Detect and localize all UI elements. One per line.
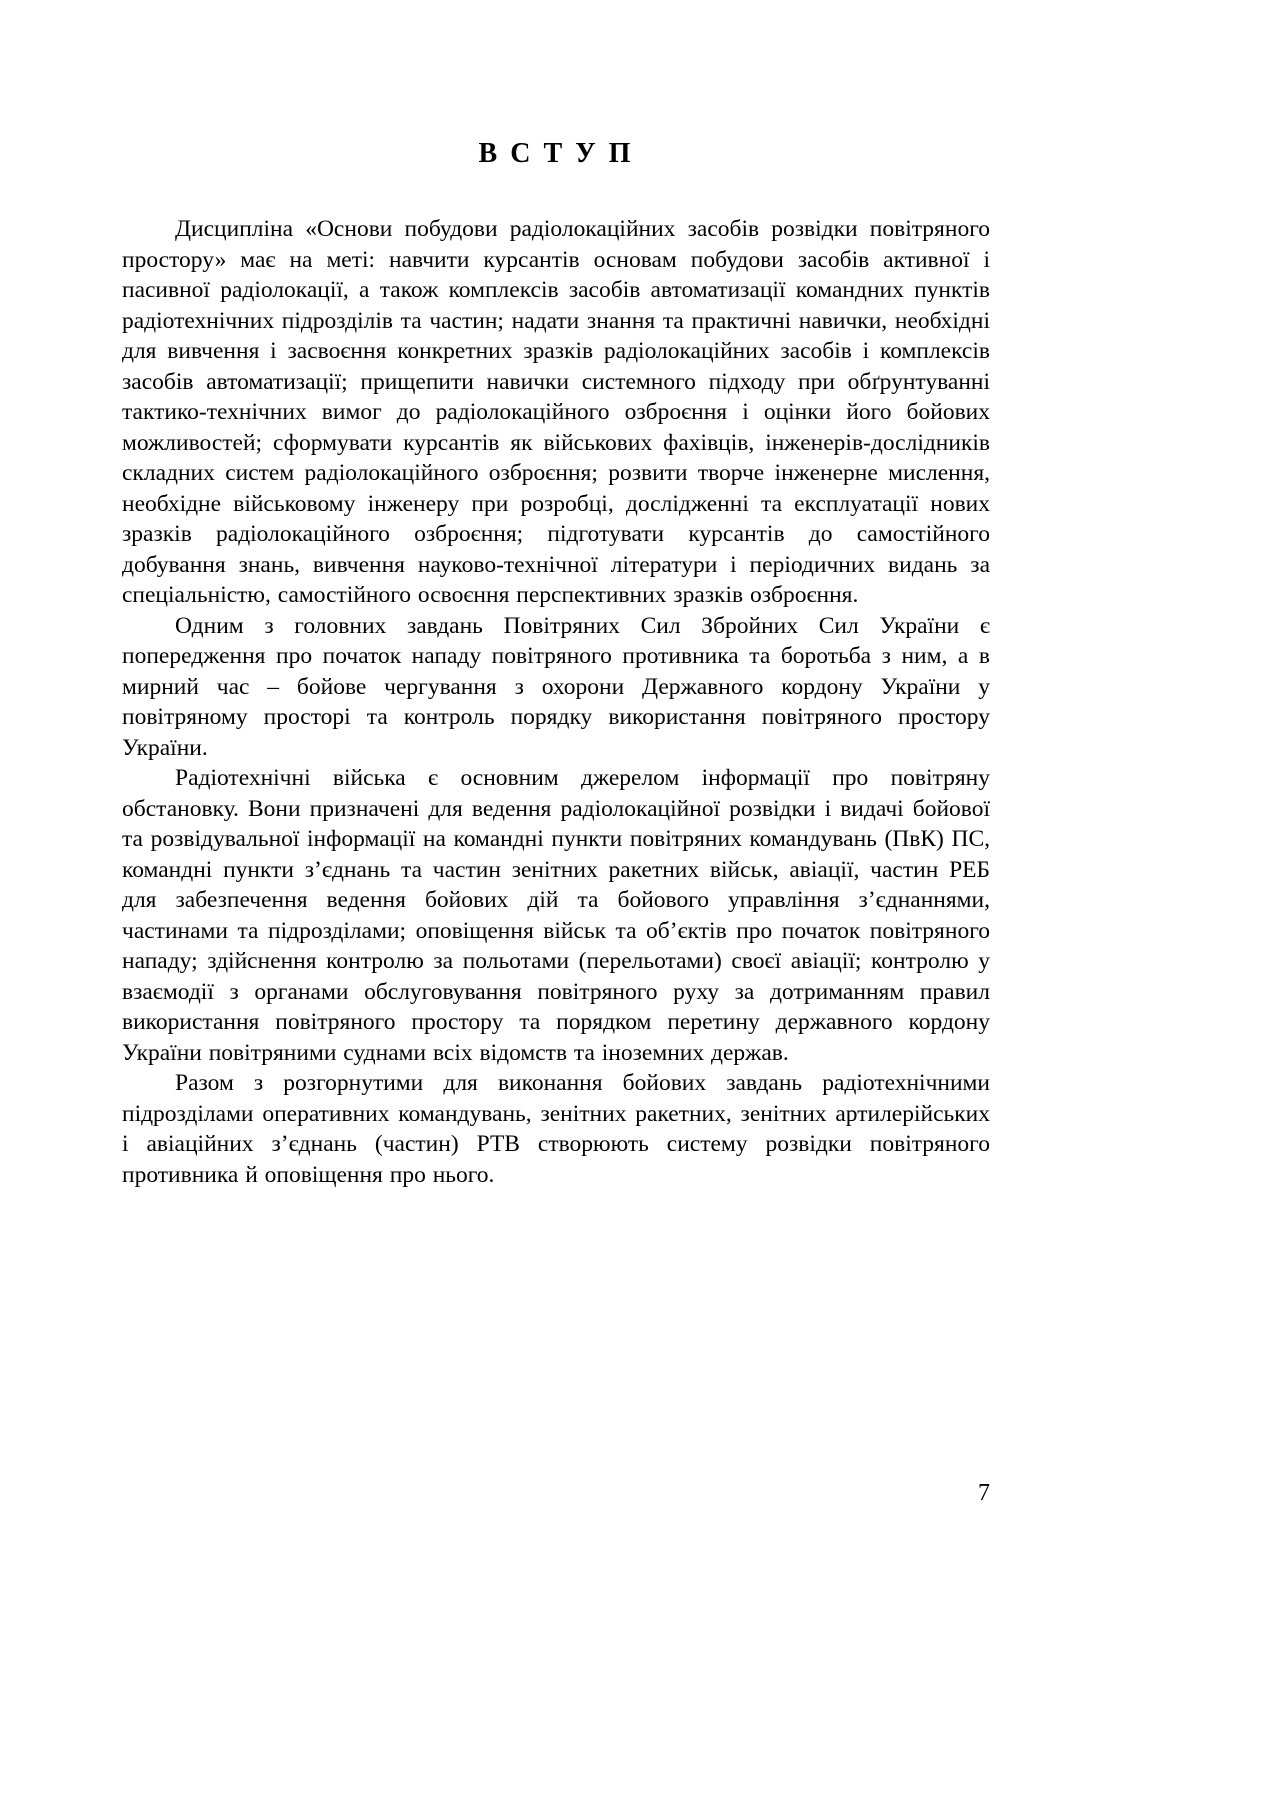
page-title: В С Т У П — [478, 138, 634, 169]
page-number: 7 — [978, 1480, 990, 1506]
paragraph-air-force-tasks: Одним з головних завдань Повітряних Сил Збройних Сил України є попередження про початок нападу повітряного противника та боротьба з ним, а в мирний час – бойове чергування з охорони Державного кордону України у повітряному просторі та контроль порядку використання повітряного простору України. — [122, 612, 990, 761]
paragraph-radio-troops-role: Радіотехнічні війська є основним джерелом інформації про повітряну обстановку. Вони призначені для ведення радіолокаційної розвідки і видачі бойової та розвідувальної інформації на командні пункти повітряних командувань (ПвК) ПС, командні пункти з’єднань та частин зенітних ракетних військ, авіації, частин РЕБ для забезпечення ведення бойових дій та бойового управління з’єднаннями, частинами та підрозділами; оповіщення військ та об’єктів про початок повітряного нападу; здійснення контролю за польотами (перельотами) своєї авіації; контролю у взаємодії з органами обслуговування повітряного руху за дотриманням правил використання повітряного простору та порядком перетину державного кордону України повітряними суднами всіх відомств та іноземних держав. — [122, 765, 990, 1066]
paragraph-recon-system: Разом з розгорнутими для виконання бойових завдань радіотехнічними підрозділами оперативних командувань, зенітних ракетних, зенітних артилерійських і авіаційних з’єднань (частин) РТВ створюють систему розвідки повітряного противника й оповіщення про нього. — [122, 1070, 990, 1188]
paragraph-discipline-goals: Дисципліна «Основи побудови радіолокаційних засобів розвідки повітряного простору» має на меті: навчити курсантів основам побудови засобів активної і пасивної радіолокації, а також комплексів засобів автоматизації командних пунктів радіотехнічних підрозділів та частин; надати знання та практичні навички, необхідні для вивчення і засвоєння конкретних зразків радіолокаційних засобів і комплексів засобів автоматизації; прищепити навички системного підходу при обґрунтуванні тактико-технічних вимог до радіолокаційного озброєння і оцінки його бойових можливостей; сформувати курсантів як військових фахівців, інженерів-дослідників складних систем радіолокаційного озброєння; розвити творче інженерне мислення, необхідне військовому інженеру при розробці, дослідженні та експлуатації нових зразків радіолокаційного озброєння; підготувати курсантів до самостійного добування знань, вивчення науково-технічної літератури і періодичних видань за спеціальністю, самостійного освоєння перспективних зразків озброєння. — [122, 216, 990, 608]
page-content — [122, 138, 990, 1190]
